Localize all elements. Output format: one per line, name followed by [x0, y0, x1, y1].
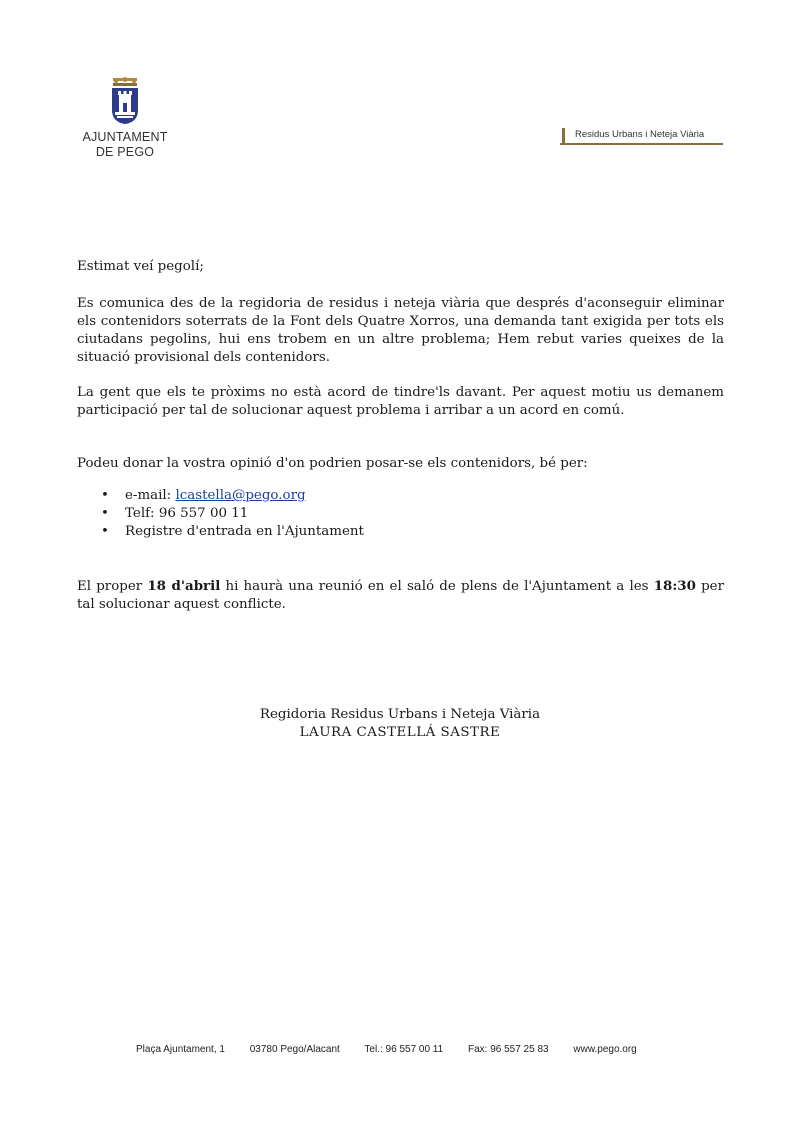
meeting-date: 18 d'abril	[147, 578, 221, 594]
phone-label: Telf:	[125, 506, 159, 521]
signature-name: LAURA CASTELLÁ SASTRE	[299, 725, 501, 740]
signature-department: Regidoria Residus Urbans i Neteja Viària	[259, 707, 541, 722]
department-label: Residus Urbans i Neteja Viària	[575, 129, 705, 140]
list-item-email	[101, 487, 724, 505]
greeting: Estimat veí pegolí;	[77, 259, 204, 274]
paragraph-3: Podeu donar la vostra opinió d'on podrien posar-se els contenidors, bé per:	[77, 456, 588, 471]
letter-body	[77, 258, 724, 614]
footer	[136, 1044, 676, 1055]
department-header	[560, 128, 723, 145]
footer-phone: Tel.: 96 557 00 11	[364, 1044, 444, 1055]
department-underline	[560, 143, 723, 145]
paragraph-1: Es comunica des de la regidoria de residus i neteja viària que després d'aconseguir eliminar els contenidors soterrats de la Font dels Quatre Xorros, una demanda tant exigida per tots els ciutadans pegolins, hui ens trobem en un altre problema; Hem rebut varies queixes de la situació provisional dels contenidors.	[77, 296, 724, 365]
list-item-phone	[101, 505, 724, 523]
registry-text: Registre d'entrada en l'Ajuntament	[125, 524, 364, 539]
signature-block	[0, 706, 800, 742]
paragraph-2: La gent que els te pròxims no està acord de tindre'ls davant. Per aquest motiu us demanem participació per tal de solucionar aquest problema i arribar a un acord en comú.	[77, 385, 724, 418]
phone-value: 96 557 00 11	[158, 506, 249, 521]
meeting-text-after: per tal solucionar aquest conflicte.	[77, 579, 725, 612]
email-label: e-mail:	[125, 488, 176, 503]
contact-list	[77, 487, 724, 541]
footer-fax: Fax: 96 557 25 83	[467, 1044, 549, 1055]
footer-postal: 03780 Pego/Alacant	[249, 1044, 340, 1055]
meeting-paragraph	[77, 577, 724, 614]
coat-of-arms-icon	[108, 76, 142, 126]
email-link[interactable]: lcastella@pego.org	[175, 488, 306, 503]
footer-web[interactable]: www.pego.org	[573, 1044, 637, 1055]
list-item-registry	[101, 523, 724, 541]
meeting-text-before: El proper	[77, 579, 148, 594]
footer-address: Plaça Ajuntament, 1	[136, 1044, 225, 1055]
municipal-logo	[70, 76, 180, 160]
logo-text-line2: DE PEGO	[95, 145, 155, 159]
meeting-text-middle: hi haurà una reunió en el saló de plens de l'Ajuntament a les	[220, 579, 654, 594]
logo-text-line1: AJUNTAMENT	[82, 130, 168, 144]
department-mark	[562, 128, 565, 145]
meeting-time: 18:30	[653, 578, 696, 594]
